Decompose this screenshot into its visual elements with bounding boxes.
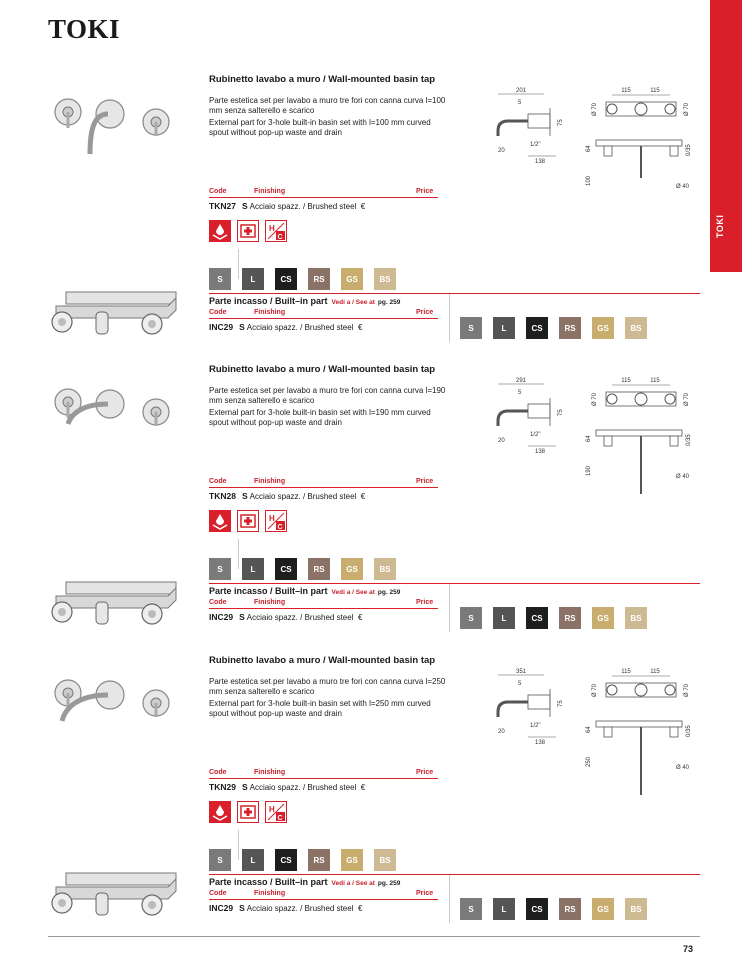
finish-swatch-cs: CS bbox=[526, 607, 548, 629]
divider bbox=[209, 899, 438, 900]
svg-text:H: H bbox=[269, 224, 275, 233]
water-saving-icon bbox=[209, 510, 231, 532]
dim-base: 138 bbox=[534, 740, 546, 746]
dim-drop: 20 bbox=[498, 148, 505, 154]
divider bbox=[209, 293, 700, 294]
dim-dia-1: Ø 70 bbox=[592, 392, 598, 406]
dim-width-2: 115 bbox=[650, 669, 660, 675]
finish-swatch-gs: GS bbox=[341, 558, 363, 580]
built-in-code-row bbox=[209, 903, 362, 913]
svg-text:C: C bbox=[277, 234, 283, 241]
finish-swatch-s: S bbox=[460, 317, 482, 339]
product-code: TKN27 bbox=[209, 201, 236, 211]
price-value: € bbox=[360, 202, 366, 211]
finish-swatches bbox=[209, 849, 396, 871]
dim-dia-3: Ø 40 bbox=[676, 765, 690, 771]
finish-name: Acciaio spazz. / Brushed steel bbox=[249, 492, 357, 501]
dim-wall: 0/35 bbox=[686, 144, 692, 156]
dim-thread: 1/2" bbox=[530, 723, 541, 729]
finish-swatch-s: S bbox=[209, 558, 231, 580]
divider bbox=[209, 197, 438, 198]
built-in-code: INC29 bbox=[209, 612, 234, 622]
product-title: Rubinetto lavabo a muro / Wall-mounted basin tap bbox=[209, 655, 436, 666]
front-view-drawing bbox=[582, 376, 694, 516]
finish-swatch-bs: BS bbox=[374, 849, 396, 871]
dim-dia-3: Ø 40 bbox=[676, 474, 690, 480]
built-in-title-row bbox=[209, 586, 400, 596]
built-in-finish-code: S bbox=[239, 612, 245, 622]
dim-base: 138 bbox=[534, 449, 546, 455]
built-in-finish-name: Acciaio spazz. / Brushed steel bbox=[246, 323, 354, 332]
divider bbox=[209, 583, 700, 584]
finish-swatch-bs: BS bbox=[625, 898, 647, 920]
finish-swatch-bs: BS bbox=[625, 607, 647, 629]
finish-swatch-cs: CS bbox=[275, 268, 297, 290]
finish-swatch-rs: RS bbox=[559, 607, 581, 629]
product-section bbox=[0, 74, 742, 364]
price-value: € bbox=[360, 783, 366, 792]
svg-text:H: H bbox=[269, 514, 275, 523]
dim-width-2: 115 bbox=[650, 378, 660, 384]
finish-name: Acciaio spazz. / Brushed steel bbox=[249, 202, 357, 211]
separator bbox=[449, 294, 450, 342]
svg-text:H: H bbox=[269, 805, 275, 814]
divider bbox=[209, 487, 438, 488]
product-title: Rubinetto lavabo a muro / Wall-mounted basin tap bbox=[209, 364, 436, 375]
built-in-price: € bbox=[357, 323, 363, 332]
product-title: Rubinetto lavabo a muro / Wall-mounted basin tap bbox=[209, 74, 436, 85]
built-in-finish-name: Acciaio spazz. / Brushed steel bbox=[246, 904, 354, 913]
dim-base: 138 bbox=[534, 159, 546, 165]
svg-text:C: C bbox=[277, 815, 283, 822]
built-in-code-row bbox=[209, 322, 362, 332]
side-view-drawing bbox=[478, 667, 573, 757]
product-code: TKN28 bbox=[209, 491, 236, 501]
description-en: External part for 3-hole built-in basin set with l=100 mm curved spout without pop-up waste and drain bbox=[209, 118, 431, 137]
code-row bbox=[209, 782, 365, 792]
dim-dia-1: Ø 70 bbox=[592, 683, 598, 697]
dim-small: 5 bbox=[518, 681, 522, 687]
svg-text:C: C bbox=[277, 524, 283, 531]
built-in-finish-name: Acciaio spazz. / Brushed steel bbox=[246, 613, 354, 622]
finish-swatches bbox=[209, 268, 396, 290]
hot-cold-icon bbox=[265, 220, 287, 242]
dim-width-1: 115 bbox=[621, 669, 631, 675]
dim-thickness: 64 bbox=[586, 145, 592, 152]
finish-swatch-l: L bbox=[242, 849, 264, 871]
finish-swatch-gs: GS bbox=[592, 607, 614, 629]
dim-dia-2: Ø 70 bbox=[684, 102, 690, 116]
finishing-label: Finishing bbox=[254, 478, 286, 485]
divider bbox=[209, 608, 438, 609]
finish-swatch-s: S bbox=[460, 898, 482, 920]
separator bbox=[449, 875, 450, 923]
finish-code: S bbox=[241, 491, 248, 501]
divider bbox=[209, 318, 438, 319]
product-code: TKN29 bbox=[209, 782, 236, 792]
health-icon bbox=[237, 801, 259, 823]
built-in-part-photo bbox=[48, 574, 183, 632]
finish-swatch-l: L bbox=[493, 898, 515, 920]
dim-thread: 1/2" bbox=[530, 142, 541, 148]
see-at-link[interactable]: Vedi a / See at bbox=[331, 589, 375, 596]
finish-code: S bbox=[241, 782, 248, 792]
price-label: Price bbox=[416, 890, 434, 897]
finishing-label: Finishing bbox=[254, 599, 286, 606]
finishing-label: Finishing bbox=[254, 188, 286, 195]
dim-width-1: 115 bbox=[621, 88, 631, 94]
dim-wall: 0/35 bbox=[686, 725, 692, 737]
see-at-link[interactable]: Vedi a / See at bbox=[331, 299, 375, 306]
built-in-price: € bbox=[357, 613, 363, 622]
water-saving-icon bbox=[209, 801, 231, 823]
feature-icons bbox=[209, 801, 287, 823]
dim-length: 291 bbox=[515, 378, 527, 384]
finishing-label: Finishing bbox=[254, 890, 286, 897]
health-icon bbox=[237, 220, 259, 242]
brand-title: TOKI bbox=[48, 14, 121, 44]
dim-wall: 0/35 bbox=[686, 434, 692, 446]
built-in-part-photo bbox=[48, 284, 183, 342]
dim-width-2: 115 bbox=[650, 88, 660, 94]
dim-height: 75 bbox=[558, 409, 564, 416]
separator bbox=[449, 584, 450, 632]
finish-swatch-rs: RS bbox=[308, 268, 330, 290]
price-label: Price bbox=[416, 478, 434, 485]
finish-swatch-gs: GS bbox=[592, 317, 614, 339]
built-in-finish-swatches bbox=[460, 317, 647, 339]
built-in-title-row bbox=[209, 877, 400, 887]
finish-swatch-bs: BS bbox=[374, 268, 396, 290]
dim-thickness: 64 bbox=[586, 435, 592, 442]
description-en: External part for 3-hole built-in basin set with l=190 mm curved spout without pop-up waste and drain bbox=[209, 408, 431, 427]
built-in-finish-swatches bbox=[460, 607, 647, 629]
description-it: Parte estetica set per lavabo a muro tre fori con canna curva l=250 mm senza salterello e scarico bbox=[209, 677, 446, 696]
price-value: € bbox=[360, 492, 366, 501]
dim-depth: 250 bbox=[586, 756, 592, 767]
code-label: Code bbox=[209, 309, 227, 316]
built-in-finish-code: S bbox=[239, 322, 245, 332]
dim-dia-3: Ø 40 bbox=[676, 184, 690, 190]
finish-swatch-s: S bbox=[209, 849, 231, 871]
price-label: Price bbox=[416, 599, 434, 606]
health-icon bbox=[237, 510, 259, 532]
see-at-page: pg. 259 bbox=[377, 589, 401, 596]
built-in-title: Parte incasso / Built–in part bbox=[209, 877, 328, 887]
finish-swatch-s: S bbox=[460, 607, 482, 629]
finish-code: S bbox=[241, 201, 248, 211]
built-in-code: INC29 bbox=[209, 322, 234, 332]
dim-depth: 190 bbox=[586, 465, 592, 476]
built-in-part-photo bbox=[48, 865, 183, 923]
built-in-finish-swatches bbox=[460, 898, 647, 920]
divider bbox=[209, 778, 438, 779]
dim-width-1: 115 bbox=[621, 378, 631, 384]
product-photo bbox=[50, 92, 190, 167]
built-in-title: Parte incasso / Built–in part bbox=[209, 296, 328, 306]
product-description bbox=[209, 386, 449, 430]
price-label: Price bbox=[416, 769, 434, 776]
finish-swatch-bs: BS bbox=[374, 558, 396, 580]
finishing-label: Finishing bbox=[254, 309, 286, 316]
finish-swatch-l: L bbox=[493, 607, 515, 629]
dim-dia-2: Ø 70 bbox=[684, 683, 690, 697]
finish-swatch-cs: CS bbox=[526, 317, 548, 339]
code-label: Code bbox=[209, 769, 227, 776]
page-number: 73 bbox=[683, 944, 694, 954]
product-section bbox=[0, 364, 742, 654]
dim-height: 75 bbox=[558, 119, 564, 126]
feature-icons bbox=[209, 510, 287, 532]
hot-cold-icon bbox=[265, 510, 287, 532]
finish-swatch-l: L bbox=[242, 268, 264, 290]
price-label: Price bbox=[416, 188, 434, 195]
finish-swatch-rs: RS bbox=[559, 317, 581, 339]
front-view-drawing bbox=[582, 86, 694, 226]
built-in-title-row bbox=[209, 296, 400, 306]
finish-swatch-cs: CS bbox=[275, 558, 297, 580]
dim-thread: 1/2" bbox=[530, 432, 541, 438]
finish-name: Acciaio spazz. / Brushed steel bbox=[249, 783, 357, 792]
code-label: Code bbox=[209, 188, 227, 195]
built-in-title: Parte incasso / Built–in part bbox=[209, 586, 328, 596]
built-in-finish-code: S bbox=[239, 903, 245, 913]
built-in-code-row bbox=[209, 612, 362, 622]
finish-swatch-gs: GS bbox=[592, 898, 614, 920]
product-photo bbox=[50, 673, 190, 748]
dim-dia-2: Ø 70 bbox=[684, 392, 690, 406]
code-row bbox=[209, 491, 365, 501]
dim-length: 201 bbox=[515, 88, 527, 94]
finish-swatch-cs: CS bbox=[526, 898, 548, 920]
dim-dia-1: Ø 70 bbox=[592, 102, 598, 116]
dim-drop: 20 bbox=[498, 438, 505, 444]
finish-swatch-rs: RS bbox=[308, 558, 330, 580]
dim-small: 5 bbox=[518, 390, 522, 396]
code-label: Code bbox=[209, 599, 227, 606]
see-at-link[interactable]: Vedi a / See at bbox=[331, 880, 375, 887]
dim-thickness: 64 bbox=[586, 726, 592, 733]
front-view-drawing bbox=[582, 667, 694, 807]
product-section bbox=[0, 655, 742, 945]
dim-length: 351 bbox=[515, 669, 527, 675]
description-en: External part for 3-hole built-in basin set with l=250 mm curved spout without pop-up waste and drain bbox=[209, 699, 431, 718]
description-it: Parte estetica set per lavabo a muro tre fori con canna curva l=190 mm senza salterello e scarico bbox=[209, 386, 446, 405]
finish-swatch-rs: RS bbox=[559, 898, 581, 920]
finish-swatch-cs: CS bbox=[275, 849, 297, 871]
finish-swatch-l: L bbox=[493, 317, 515, 339]
feature-icons bbox=[209, 220, 287, 242]
see-at-page: pg. 259 bbox=[377, 299, 401, 306]
dim-drop: 20 bbox=[498, 729, 505, 735]
product-description bbox=[209, 677, 449, 721]
code-label: Code bbox=[209, 478, 227, 485]
finish-swatch-gs: GS bbox=[341, 849, 363, 871]
finish-swatch-l: L bbox=[242, 558, 264, 580]
dim-height: 75 bbox=[558, 700, 564, 707]
description-it: Parte estetica set per lavabo a muro tre fori con canna curva l=100 mm senza salterello e scarico bbox=[209, 96, 446, 115]
built-in-price: € bbox=[357, 904, 363, 913]
product-description bbox=[209, 96, 449, 140]
built-in-code: INC29 bbox=[209, 903, 234, 913]
finishing-label: Finishing bbox=[254, 769, 286, 776]
water-saving-icon bbox=[209, 220, 231, 242]
bottom-rule bbox=[48, 936, 700, 937]
side-tab-label: TOKI bbox=[715, 214, 725, 238]
dim-depth: 100 bbox=[586, 175, 592, 186]
dim-small: 5 bbox=[518, 100, 522, 106]
price-label: Price bbox=[416, 309, 434, 316]
finish-swatch-s: S bbox=[209, 268, 231, 290]
side-view-drawing bbox=[478, 86, 573, 176]
product-photo bbox=[50, 382, 190, 457]
finish-swatches bbox=[209, 558, 396, 580]
hot-cold-icon bbox=[265, 801, 287, 823]
finish-swatch-bs: BS bbox=[625, 317, 647, 339]
side-view-drawing bbox=[478, 376, 573, 466]
divider bbox=[209, 874, 700, 875]
finish-swatch-gs: GS bbox=[341, 268, 363, 290]
code-label: Code bbox=[209, 890, 227, 897]
see-at-page: pg. 259 bbox=[377, 880, 401, 887]
finish-swatch-rs: RS bbox=[308, 849, 330, 871]
code-row bbox=[209, 201, 365, 211]
